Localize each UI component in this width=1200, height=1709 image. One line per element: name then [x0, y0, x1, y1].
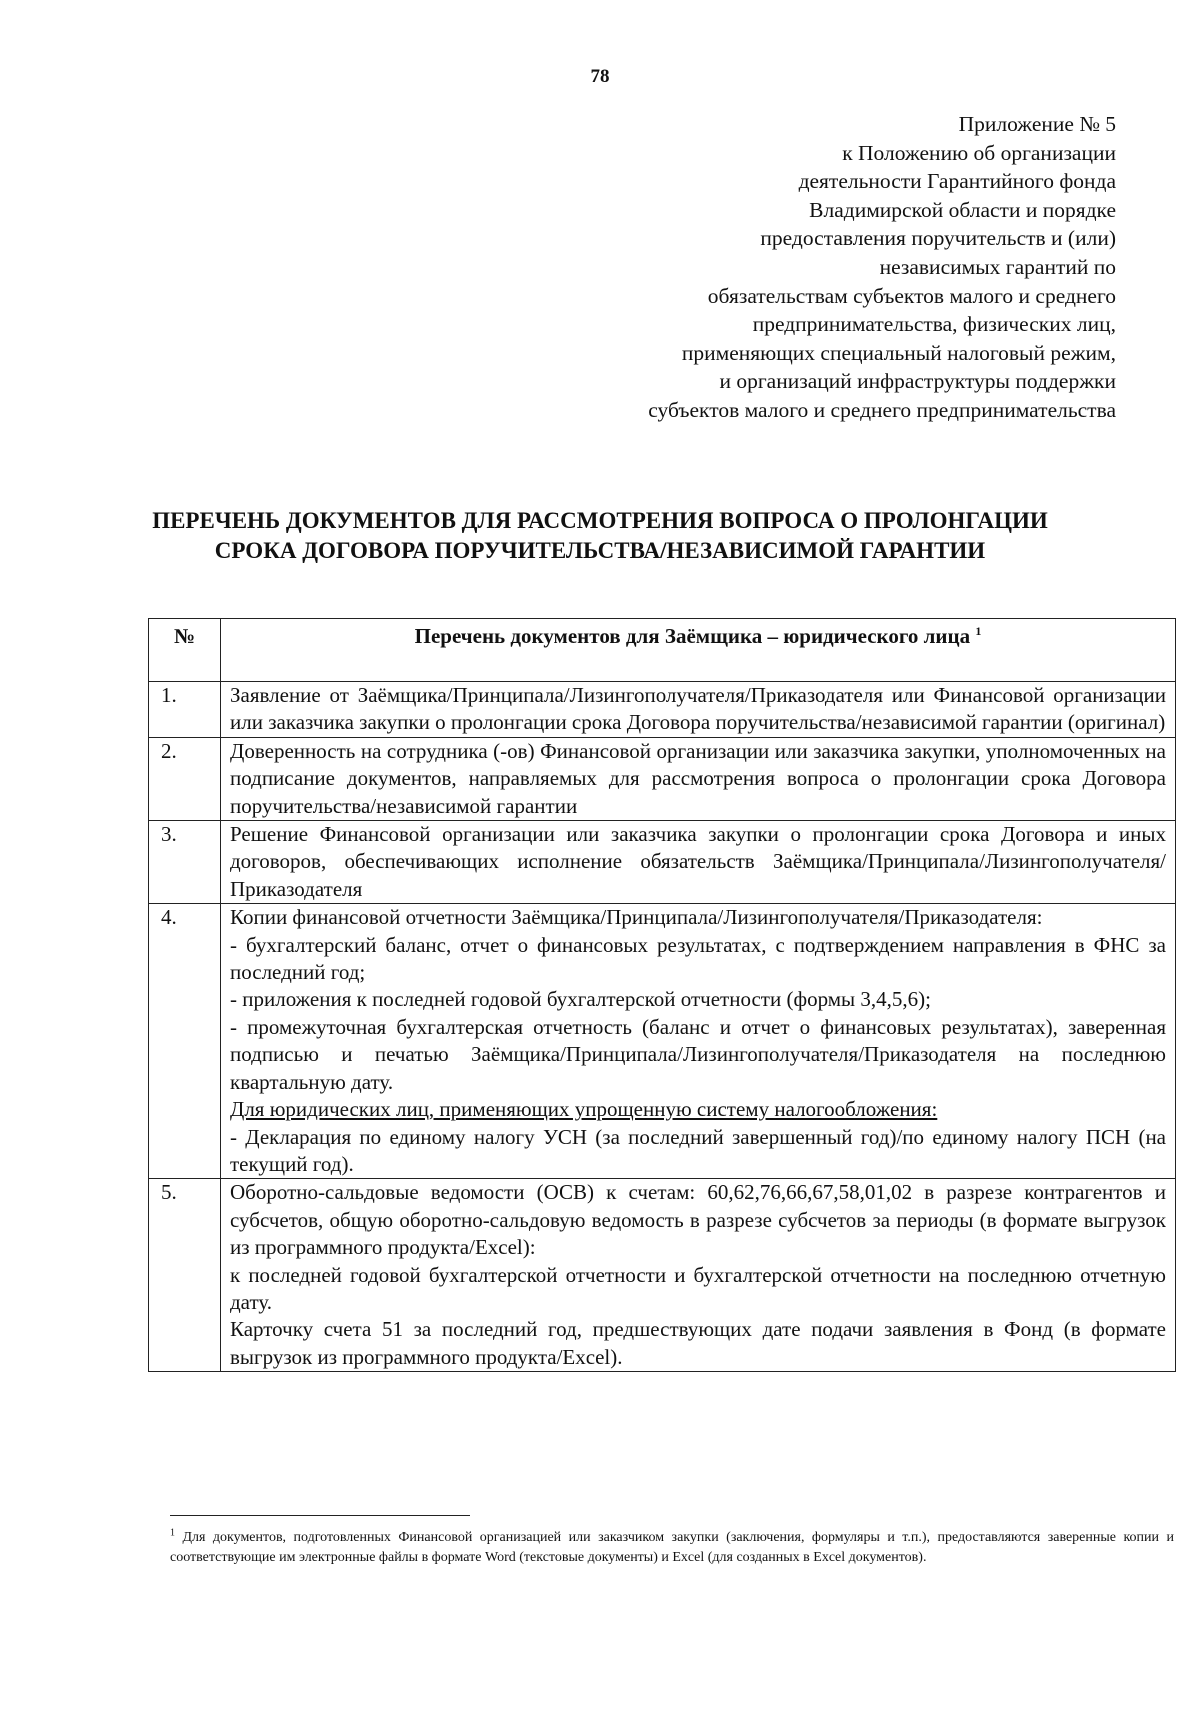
table-row	[149, 904, 1176, 1179]
title-line-2: СРОКА ДОГОВОРА ПОРУЧИТЕЛЬСТВА/НЕЗАВИСИМОЙ ГАРАНТИИ	[214, 538, 986, 563]
row-text: Доверенность на сотрудника (-ов) Финансовой организации или заказчика закупки, уполномоченных на подписание документов, направляемых для рассмотрения вопроса о пролонгации срока Договора поручительства/независимой гарантии	[221, 737, 1176, 820]
header-documents-label: Перечень документов для Заёмщика – юридического лица	[414, 624, 971, 648]
appendix-line: предпринимательства, физических лиц,	[752, 312, 1116, 337]
row-paragraph: Карточку счета 51 за последний год, предшествующих дате подачи заявления в Фонд (в формате выгрузок из программного продукта/Excel).	[230, 1317, 1166, 1369]
footnote-text: Для документов, подготовленных Финансовой организацией или заказчиком закупки (заключения, формуляры и т.п.), предоставляются заверенные копии и соответствующие им электронные файлы в формате Word (текстовые документы) и Excel (для созданных в Excel документов).	[170, 1530, 1174, 1565]
documents-table	[148, 618, 1176, 1372]
row-paragraph: - Декларация по единому налогу УСН (за последний завершенный год)/по единому налогу ПСН (на текущий год).	[230, 1124, 1166, 1176]
row-paragraph: - бухгалтерский баланс, отчет о финансовых результатах, с подтверждением направления в ФНС за последний год;	[230, 932, 1166, 985]
row-subheading: Для юридических лиц, применяющих упрощенную систему налогообложения:	[230, 1097, 938, 1122]
row-paragraph: Оборотно-сальдовые ведомости (ОСВ) к счетам: 60,62,76,66,67,58,01,02 в разрезе контрагентов и субсчетов, общую оборотно-сальдовую ведомость в разрезе субсчетов за периоды (в формате выгрузок из программного продукта/Excel):	[230, 1180, 1166, 1260]
appendix-line: Владимирской области и порядке	[809, 197, 1116, 222]
appendix-line: обязательствам субъектов малого и среднего	[707, 283, 1116, 308]
appendix-block	[516, 110, 1116, 425]
appendix-line: и организаций инфраструктуры поддержки	[719, 369, 1116, 394]
document-title	[80, 506, 1120, 566]
row-number: 2.	[149, 737, 221, 820]
row-number: 3.	[149, 821, 221, 904]
appendix-line: субъектов малого и среднего предпринимательства	[648, 397, 1116, 422]
row-paragraph: - промежуточная бухгалтерская отчетность (баланс и отчет о финансовых результатах), заверенная подписью и печатью Заёмщика/Принципала/Лизингополучателя/Приказодателя на последнюю квартальную дату.	[230, 1014, 1166, 1094]
page-number: 78	[590, 66, 610, 87]
row-paragraph: к последней годовой бухгалтерской отчетности и бухгалтерской отчетности на последнюю отчетную дату.	[230, 1262, 1166, 1314]
title-line-1: ПЕРЕЧЕНЬ ДОКУМЕНТОВ ДЛЯ РАССМОТРЕНИЯ ВОПРОСА О ПРОЛОНГАЦИИ	[152, 508, 1048, 533]
footnote-reference: 1	[975, 624, 982, 638]
appendix-line: к Положению об организации	[842, 140, 1116, 165]
appendix-line: деятельности Гарантийного фонда	[798, 169, 1116, 194]
header-number: №	[149, 619, 221, 682]
row-text	[221, 904, 1176, 1179]
table-header-row	[149, 619, 1176, 682]
row-number: 4.	[149, 904, 221, 1179]
row-text: Решение Финансовой организации или заказчика закупки о пролонгации срока Договора и иных договоров, обеспечивающих исполнение обязательств Заёмщика/Принципала/Лизингополучателя/Приказодателя	[221, 821, 1176, 904]
footnote-divider	[170, 1515, 470, 1516]
table-row	[149, 821, 1176, 904]
row-text: Заявление от Заёмщика/Принципала/Лизингополучателя/Приказодателя или Финансовой организации или заказчика закупки о пролонгации срока Договора поручительства/независимой гарантии (оригинал)	[221, 682, 1176, 738]
appendix-line: предоставления поручительств и (или)	[760, 226, 1116, 251]
appendix-line: независимых гарантий по	[879, 254, 1116, 279]
row-paragraph: Копии финансовой отчетности Заёмщика/Принципала/Лизингополучателя/Приказодателя:	[230, 905, 1043, 930]
row-number: 1.	[149, 682, 221, 738]
row-paragraph: - приложения к последней годовой бухгалтерской отчетности (формы 3,4,5,6);	[230, 987, 931, 1012]
appendix-line: Приложение № 5	[958, 112, 1116, 136]
footnote	[170, 1528, 1174, 1568]
row-text	[221, 1179, 1176, 1372]
header-documents	[221, 619, 1176, 682]
table-row	[149, 737, 1176, 820]
footnote-mark: 1	[170, 1527, 175, 1539]
row-number: 5.	[149, 1179, 221, 1372]
table-row	[149, 682, 1176, 738]
table-row	[149, 1179, 1176, 1372]
appendix-line: применяющих специальный налоговый режим,	[681, 340, 1116, 365]
